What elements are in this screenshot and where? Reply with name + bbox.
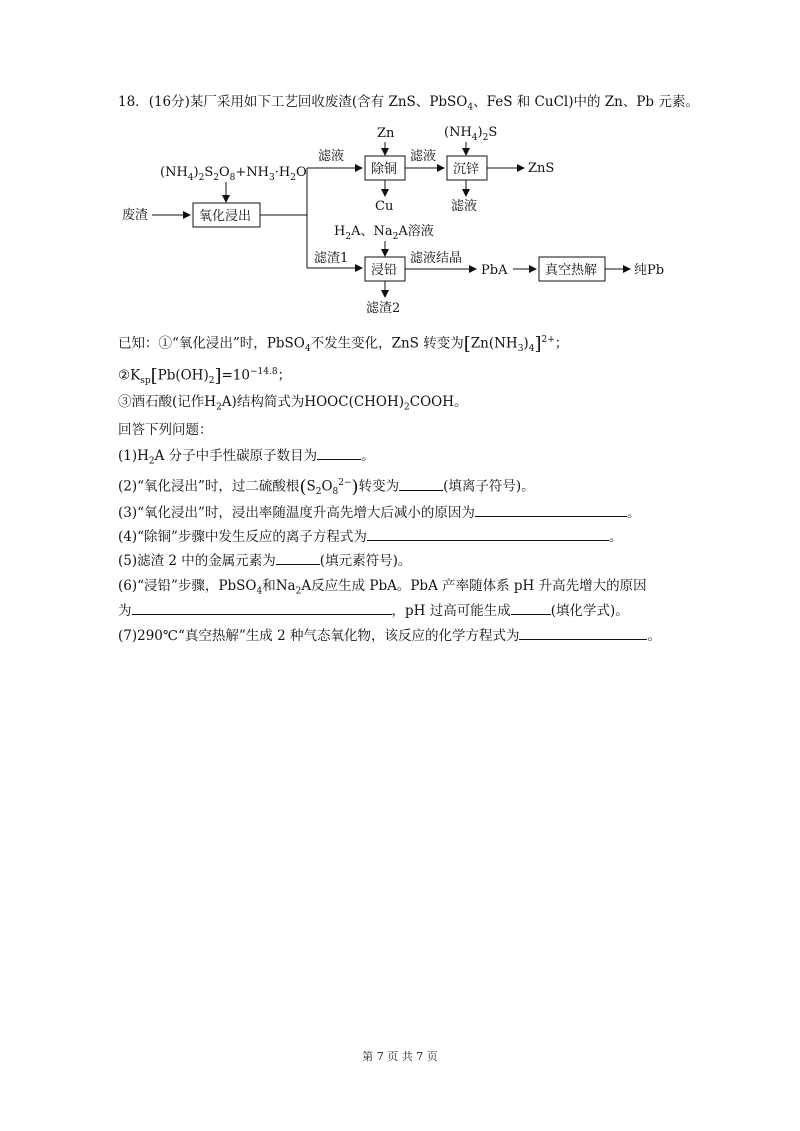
known-condition-1: 已知：①“氧化浸出”时，PbSO$_4$不发生变化，ZnS 转变为$[Zn(NH_3)_4]^{2+}$； xyxy=(118,333,569,355)
filtrate-label-1: 滤液 xyxy=(318,149,345,164)
zn-reagent: Zn xyxy=(377,126,395,141)
answer-blank-6b[interactable] xyxy=(511,600,551,615)
question-5: (5)滤渣 2 中的金属元素为 (填元素符号)。 xyxy=(118,550,411,571)
known-condition-2: $②K_{sp}[Pb(OH)_2]=10^{-14.8}$； xyxy=(118,365,292,387)
question-7: (7)290℃“真空热解”生成 2 种气态氧化物，该反应的化学方程式为 。 xyxy=(118,625,661,646)
pure-pb-label: 纯Pb xyxy=(634,263,665,278)
zns-product: ZnS xyxy=(528,161,555,176)
crystallize-label: 滤液结晶 xyxy=(410,251,463,266)
question-2: (2)“氧化浸出”时，过二硫酸根$(S_2O_8^{2-})$转变为 (填离子符号)。 xyxy=(118,476,535,498)
question-6: (6)“浸铅”步骤，PbSO$_4$和$Na_2A$反应生成 PbA。PbA 产率随体系 pH 升高先增大的原因 xyxy=(118,578,647,597)
answer-blank-5[interactable] xyxy=(276,550,320,565)
page-footer: 第 7 页 共 7 页 xyxy=(362,1050,438,1063)
process-flowchart xyxy=(0,0,800,330)
answer-blank-1[interactable] xyxy=(317,445,361,460)
answer-blank-4[interactable] xyxy=(367,526,609,541)
question-1: $(1)H_2A$ 分子中手性碳原子数目为 。 xyxy=(118,445,375,472)
cu-product: Cu xyxy=(375,199,394,214)
question-6-line-2: 为 ，pH 过高可能生成 (填化学式)。 xyxy=(118,600,629,621)
answer-blank-3[interactable] xyxy=(475,502,627,517)
filtrate-label-3: 滤液 xyxy=(451,199,478,214)
raw-material-label: 废渣 xyxy=(122,208,149,223)
question-score: (16分) xyxy=(148,94,190,110)
answer-blank-6a[interactable] xyxy=(132,600,392,615)
question-stem: 18．(16分)某厂采用如下工艺回收废渣(含有 ZnS、PbSO$_4$、FeS 和 CuCl)中的 Zn、Pb 元素。 xyxy=(118,94,699,113)
question-3: (3)“氧化浸出”时，浸出率随温度升高先增大后减小的原因为 。 xyxy=(118,502,640,523)
answer-blank-2[interactable] xyxy=(399,476,443,491)
vacuum-pyrolysis-label: 真空热解 xyxy=(545,263,598,278)
answer-prompt: 回答下列问题： xyxy=(118,422,213,438)
residue2-label: 滤渣2 xyxy=(366,301,401,316)
question-number: 18． xyxy=(118,94,149,110)
oxidation-leach-label: 氧化浸出 xyxy=(199,209,252,224)
leach-reagent: $H_2A$、$Na_2A$溶液 xyxy=(334,224,434,242)
leach-pb-label: 浸铅 xyxy=(371,263,398,278)
known-condition-3: ③酒石酸(记作$H_2A$)结构简式为$HOOC(CHOH)_2COOH$。 xyxy=(118,394,468,413)
nh4-2s-reagent: $(NH_4)_2S$ xyxy=(444,125,498,143)
remove-cu-label: 除铜 xyxy=(371,162,398,177)
pba-product: PbA xyxy=(481,263,508,278)
precip-zn-label: 沉锌 xyxy=(453,162,480,177)
residue1-label: 滤渣1 xyxy=(314,251,349,266)
oxidant-reagent: $(NH_4)_2S_2O_8+NH_3\cdot H_2O$ xyxy=(160,165,307,183)
filtrate-label-2: 滤液 xyxy=(410,149,437,164)
answer-blank-7[interactable] xyxy=(519,625,647,640)
question-4: (4)“除铜”步骤中发生反应的离子方程式为 。 xyxy=(118,526,622,547)
